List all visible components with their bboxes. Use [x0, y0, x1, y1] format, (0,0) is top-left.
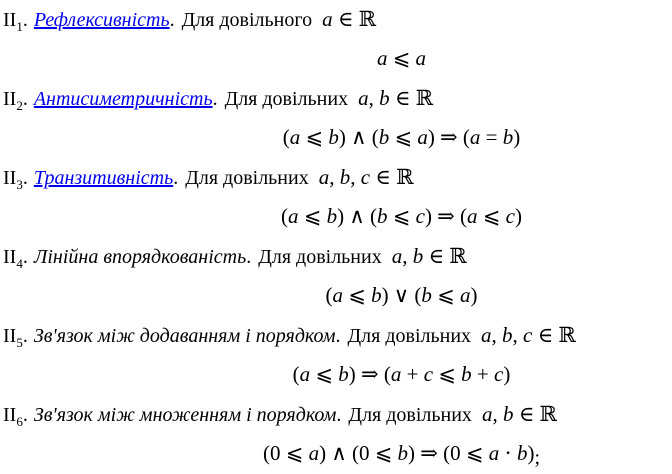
- inline-math: a, b, c ∈ ℝ: [481, 323, 576, 347]
- axiom-number-subscript: 6: [16, 414, 23, 429]
- term-period: .: [335, 325, 341, 347]
- inline-math: a, b ∈ ℝ: [391, 244, 467, 268]
- axiom-term-link-antisymmetry[interactable]: Антисиметричність: [33, 88, 213, 110]
- axiom-lead-text: Для довільного: [181, 9, 313, 31]
- axiom-number: $II_1$.: [3, 9, 28, 34]
- term-period: .: [169, 9, 175, 31]
- axioms-list: [3, 6, 672, 467]
- axiom-header: [3, 85, 672, 113]
- axiom-header: [3, 6, 672, 34]
- term-period: .: [173, 167, 179, 189]
- axiom-number-subscript: 3: [16, 177, 23, 192]
- display-formula: a ⩽ a: [376, 46, 427, 70]
- axiom-number: $II_3$.: [3, 167, 28, 192]
- axiom-header: [3, 164, 672, 192]
- axiom-lead-text: Для довільних: [185, 167, 309, 189]
- display-formula: (a ⩽ b) ⇒ (a + c ⩽ b + c): [292, 362, 511, 386]
- display-formula: (0 ⩽ a) ∧ (0 ⩽ b) ⇒ (0 ⩽ a ⋅ b): [263, 441, 535, 465]
- axiom-number-subscript: 4: [16, 256, 23, 271]
- inline-math: a, b, c ∈ ℝ: [318, 165, 414, 189]
- inline-math: a, b ∈ ℝ: [358, 86, 434, 110]
- axiom-lead-text: Для довільних: [348, 404, 472, 426]
- axiom-number: $II_4$.: [3, 246, 28, 271]
- term-period: .: [212, 88, 218, 110]
- axiom-term-multiplication-order: Зв'язок між множенням і порядком: [33, 404, 337, 426]
- formula-row: [3, 440, 672, 467]
- axiom-number-subscript: 5: [16, 335, 23, 350]
- axiom-item-3: [3, 164, 672, 230]
- axiom-number: $II_5$.: [3, 325, 28, 350]
- formula-row: [3, 124, 672, 151]
- formula-row: [3, 282, 672, 309]
- axiom-item-1: [3, 6, 672, 72]
- axiom-item-4: [3, 243, 672, 309]
- axiom-term-addition-order: Зв'язок між додаванням і порядком: [33, 325, 336, 347]
- formula-row: [3, 361, 672, 388]
- inline-math: a, b ∈ ℝ: [481, 402, 557, 426]
- formula-suffix: ;: [534, 447, 540, 469]
- axiom-number: $II_6$.: [3, 404, 28, 429]
- formula-row: [3, 203, 672, 230]
- term-period: .: [246, 246, 252, 268]
- inline-math: a ∈ ℝ: [322, 7, 377, 31]
- axiom-term-link-transitivity[interactable]: Транзитивність: [33, 167, 174, 189]
- axiom-header: [3, 243, 672, 271]
- display-formula: (a ⩽ b) ∨ (b ⩽ a): [325, 283, 478, 307]
- display-formula: (a ⩽ b) ∧ (b ⩽ c) ⇒ (a ⩽ c): [281, 204, 522, 228]
- axiom-item-5: [3, 322, 672, 388]
- axiom-number-subscript: 1: [16, 19, 23, 34]
- axiom-lead-text: Для довільних: [347, 325, 472, 347]
- formula-row: [3, 45, 672, 72]
- axiom-lead-text: Для довільних: [258, 246, 382, 268]
- axiom-lead-text: Для довільних: [224, 88, 349, 110]
- axiom-number: $II_2$.: [3, 88, 28, 113]
- axiom-term-linearity: Лінійна впорядкованість: [33, 246, 247, 268]
- display-formula: (a ⩽ b) ∧ (b ⩽ a) ⇒ (a = b): [282, 125, 521, 149]
- axiom-header: [3, 322, 672, 350]
- axiom-number-subscript: 2: [16, 98, 23, 113]
- axiom-term-link-reflexivity[interactable]: Рефлексивність: [33, 9, 170, 31]
- term-period: .: [336, 404, 342, 426]
- axiom-item-2: [3, 85, 672, 151]
- axiom-item-6: [3, 401, 672, 467]
- axiom-header: [3, 401, 672, 429]
